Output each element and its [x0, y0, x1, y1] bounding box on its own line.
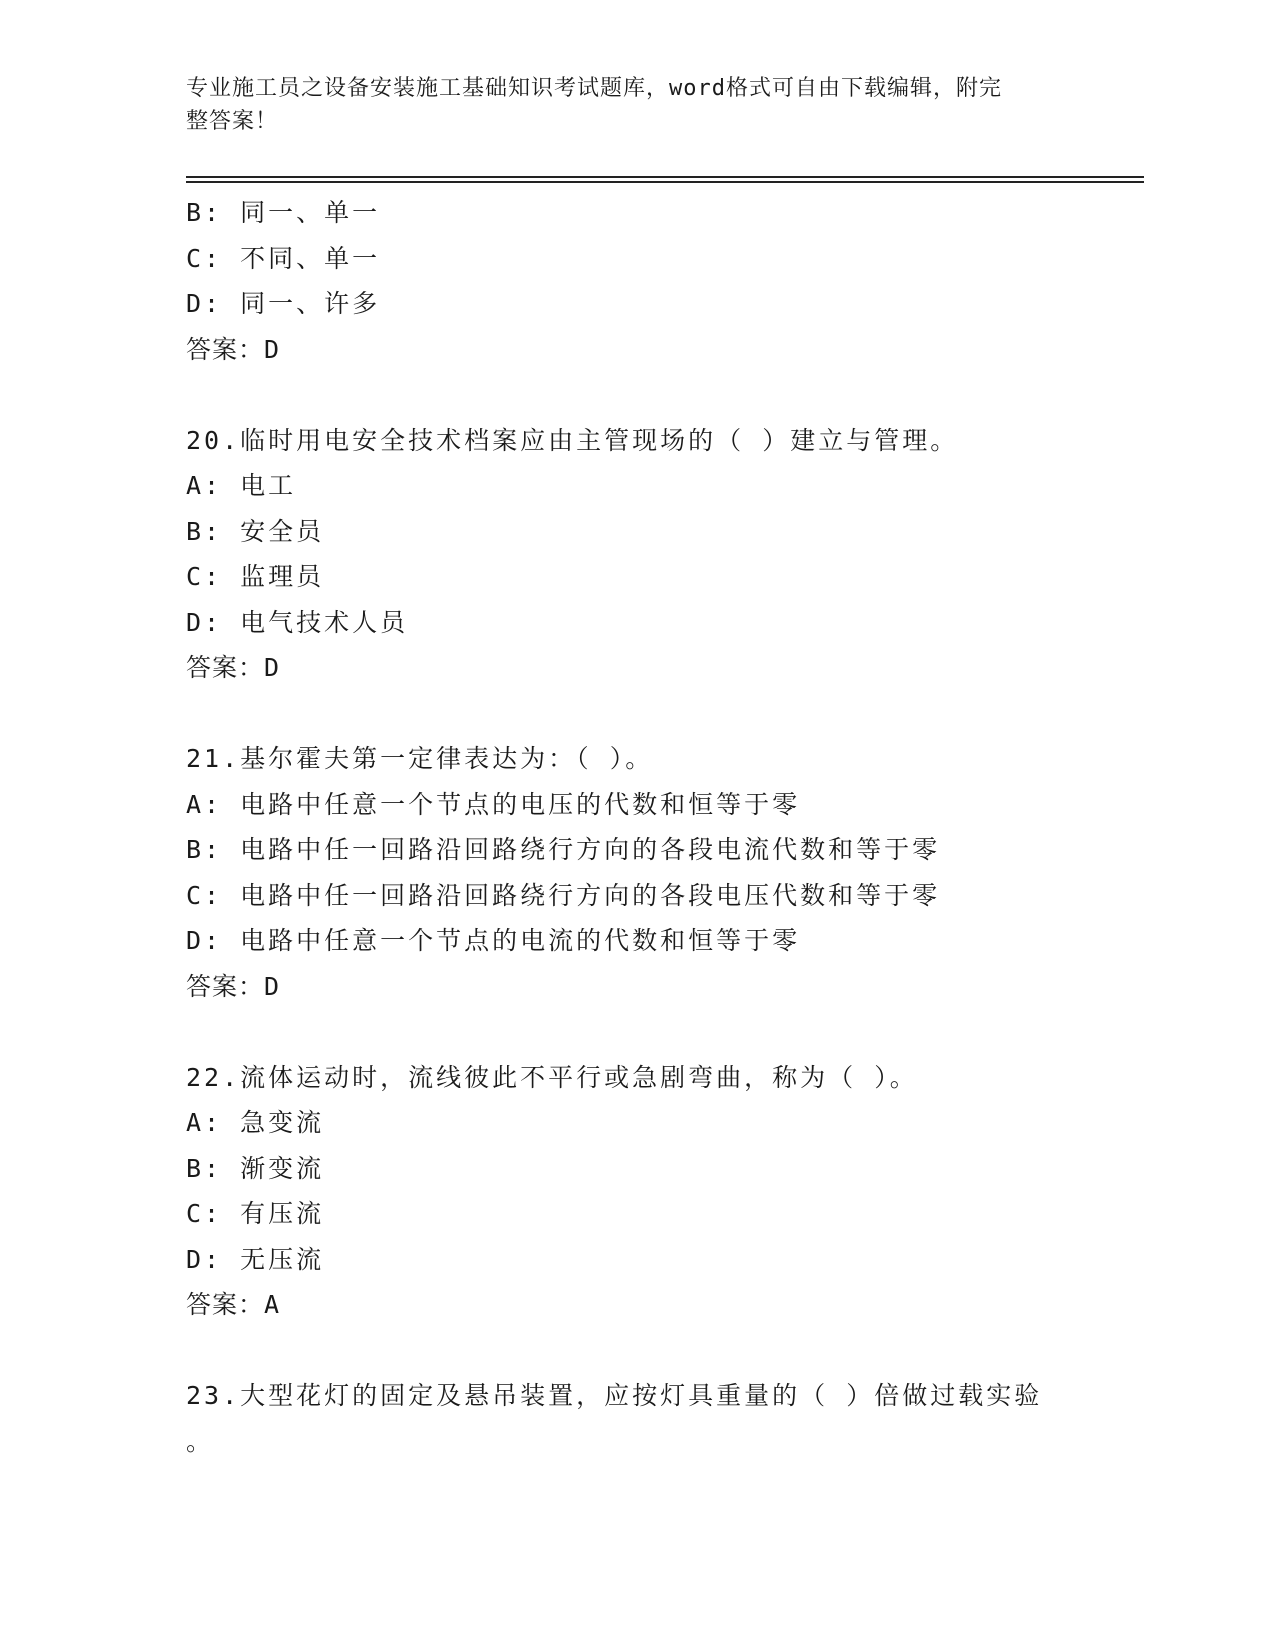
option-a: A: 急变流 — [186, 1108, 325, 1137]
answer-line: 答案：D — [186, 334, 281, 364]
question-block-20 — [186, 418, 1146, 691]
question-stem: 22.流体运动时，流线彼此不平行或急剧弯曲，称为（ ）。 — [186, 1062, 918, 1092]
option-d: D: 电路中任意一个节点的电流的代数和恒等于零 — [186, 926, 801, 955]
option-c: C: 不同、单一 — [186, 243, 381, 273]
option-b: B: 同一、单一 — [186, 198, 381, 227]
header-divider-top — [186, 176, 1144, 178]
option-d: D: 同一、许多 — [186, 289, 381, 318]
question-block-23 — [186, 1373, 1146, 1464]
answer-line: 答案：D — [186, 653, 281, 682]
question-stem: 23.大型花灯的固定及悬吊装置，应按灯具重量的（ ）倍做过载实验 — [186, 1381, 1043, 1410]
question-block-22 — [186, 1055, 1146, 1328]
document-header — [186, 72, 1066, 138]
option-b: B: 渐变流 — [186, 1153, 325, 1183]
option-d: D: 电气技术人员 — [186, 607, 409, 637]
answer-line: 答案：D — [186, 971, 281, 1001]
question-list — [186, 190, 1146, 1464]
option-a: A: 电路中任意一个节点的电压的代数和恒等于零 — [186, 789, 801, 819]
option-b: B: 安全员 — [186, 516, 325, 546]
header-divider-bottom — [186, 181, 1144, 183]
header-line-2: 整答案！ — [186, 109, 279, 134]
question-block-21 — [186, 736, 1146, 1009]
option-d: D: 无压流 — [186, 1244, 325, 1274]
option-a: A: 电工 — [186, 471, 297, 500]
question-stem-continuation: 。 — [186, 1426, 212, 1456]
header-line-1: 专业施工员之设备安装施工基础知识考试题库，word格式可自由下载编辑，附完 — [186, 76, 1002, 101]
option-c: C: 电路中任一回路沿回路绕行方向的各段电压代数和等于零 — [186, 880, 941, 910]
question-stem: 20.临时用电安全技术档案应由主管现场的（ ）建立与管理。 — [186, 425, 959, 455]
answer-line: 答案：A — [186, 1290, 281, 1319]
option-b: B: 电路中任一回路沿回路绕行方向的各段电流代数和等于零 — [186, 835, 941, 864]
option-c: C: 监理员 — [186, 562, 325, 591]
question-stem: 21.基尔霍夫第一定律表达为：（ ）。 — [186, 744, 654, 773]
option-c: C: 有压流 — [186, 1199, 325, 1228]
question-block-19 — [186, 190, 1146, 372]
